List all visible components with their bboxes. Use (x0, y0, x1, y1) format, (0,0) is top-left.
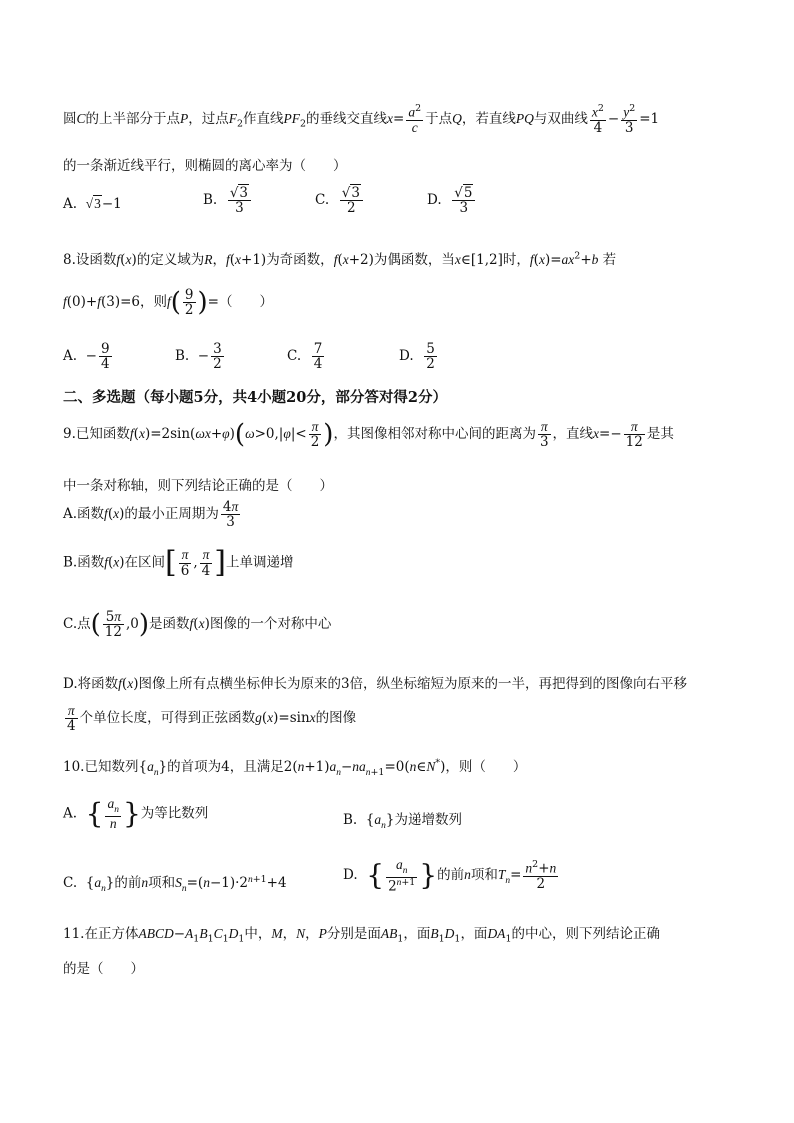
q7-frac-y2: $\frac{y^2}{3}$ (623, 103, 636, 136)
q7-text: 与双曲线 (533, 110, 588, 127)
section-heading: 二、多选题（每小题5分，共4小题20分，部分答对得2分） (63, 389, 447, 406)
q9-option-d-line1: D.将函数f(x)图像上所有点横坐标伸长为原来的3倍，纵坐标缩短为原来的一半，再把得到的图像向右平移 (63, 676, 688, 692)
q10-line1: 10.已知数列$\{a_n\}$的首项为4，且满足$2(n+1)a_n-na_{n+1}=0(n\in N^*)$，则（ ） (63, 757, 527, 778)
q8-line2: f(0)+f(3)=6，则f( $\frac{9}{2}$ )=（ ） (63, 287, 273, 319)
q11-line2: 的是（ ） (63, 961, 144, 977)
q10-option-a: A. { $\frac{a_n}{n}$ }为等比数列 (63, 796, 209, 831)
q7-frac-a2c: $\frac{a^2}{c}$ (408, 103, 422, 135)
q8-option-a: A. − $\frac{9}{4}$ (63, 341, 110, 373)
q10-option-c: C. $\{a_n\}$的前n项和$S_n=(n-1)\cdot 2^{n+1}+4$ (63, 873, 287, 894)
q7-text: 于点 (425, 110, 453, 127)
q7-text: ，过点 (188, 110, 229, 127)
q7-text: ，若直线 (461, 110, 516, 127)
q7-line2: 的一条渐近线平行，则椭圆的离心率为（ ） (63, 158, 347, 174)
q9-option-c: C.点( $\frac{5\pi}{12}$ ,0)是函数f(x)图像的一个对称中心 (63, 609, 332, 641)
q7-frac-x2: $\frac{x^2}{4}$ (591, 103, 604, 136)
q8-option-c: C. $\frac{7}{4}$ (287, 341, 323, 373)
q7-option-a: A. √3−1 (63, 196, 122, 212)
q7-option-b: B. $\frac{√3}{3}$ (203, 186, 253, 215)
q9-option-a: A.函数f(x)的最小正周期为 $\frac{4\pi}{3}$ (63, 499, 239, 531)
q8-option-b: B. − $\frac{3}{2}$ (175, 341, 222, 373)
q9-line2: 中一条对称轴，则下列结论正确的是（ ） (63, 478, 333, 494)
q7-option-c: C. $\frac{√3}{2}$ (315, 186, 365, 215)
q7-option-d: D. $\frac{√5}{3}$ (427, 186, 477, 215)
q7-text: 圆 (63, 110, 77, 127)
q10-option-d: D. { $\frac{a_n}{2^{n+1}}$ }的前n项和$T_n=$ $\frac{n^2+n}{2}$ (343, 857, 557, 895)
q7-text: 的垂线交直线 (306, 110, 388, 127)
q9-option-b: B.函数f(x)在区间[ $\frac{\pi}{6}$ , $\frac{\pi}{4}$ ]上单调递增 (63, 545, 294, 580)
q8-option-d: D. $\frac{5}{2}$ (399, 341, 435, 373)
q7-line1: 圆C的上半部分于点P，过点$F_2$作直线$PF_2$的垂线交直线x= $\frac{a^2}{c}$ 于点Q，若直线PQ与双曲线 $\frac{x^2}{4}$ − $\frac{y^2}{3}$ =1 (63, 103, 660, 136)
q10-option-b: B. $\{a_n\}$为递增数列 (343, 812, 462, 831)
q7-text: 的上半部分于点 (85, 110, 181, 127)
q9-option-d-line2: $\frac{\pi}{4}$ 个单位长度，可得到正弦函数g(x)=sinx的图像 (67, 703, 357, 735)
q11-line1: 11.在正方体$ABCD-A_1B_1C_1D_1$中，M，N，P分别是面$AB_1$，面$B_1D_1$，面$DA_1$的中心，则下列结论正确 (63, 926, 660, 945)
q9-line1: 9.已知函数f(x)=2sin(ωx+φ)(ω>0,|φ|< $\frac{\pi}{2}$ )，其图像相邻对称中心间的距离为 $\frac{\pi}{3}$ ，直线x=− $\frac{\pi}{12}$ 是其 (63, 419, 674, 451)
q7-text: 作直线 (243, 110, 284, 127)
q8-line1: 8.设函数f(x)的定义域为R，f(x+1)为奇函数，f(x+2)为偶函数，当x∈[1,2]时，$f(x)=ax^2+b$ 若 (63, 250, 617, 268)
